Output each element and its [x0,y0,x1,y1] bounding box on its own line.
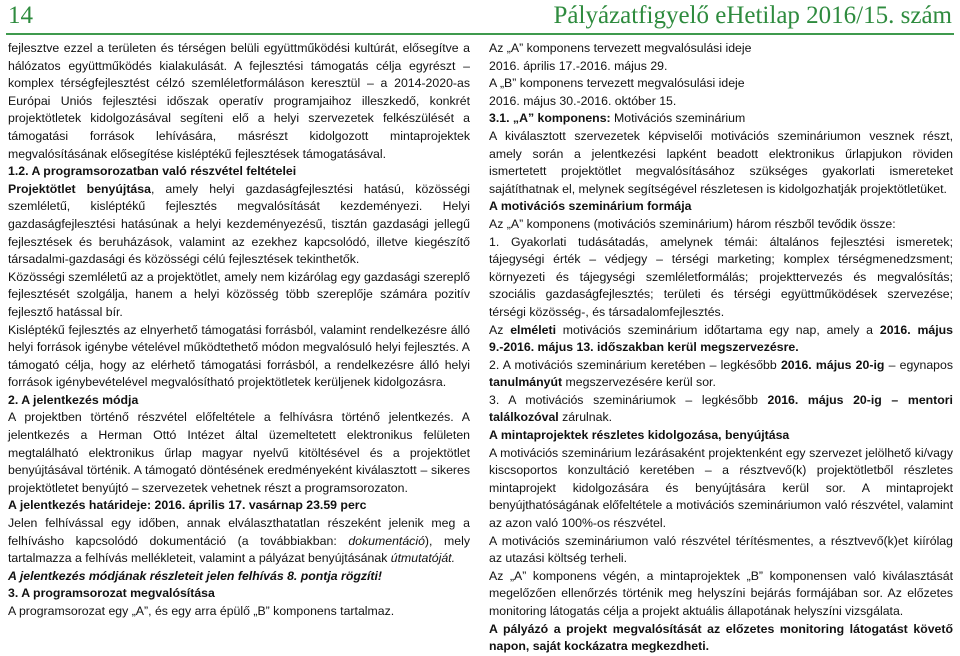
left-column [8,40,470,621]
page-number: 14 [8,2,33,29]
schedule-line: 2016. május 30.-2016. október 15. [489,93,677,108]
page-header [0,0,960,33]
journal-title: Pályázatfigyelő eHetilap 2016/15. szám [553,2,952,29]
paragraph: 2. A motivációs szeminárium keretében – legkésőbb 2016. május 20-ig – egynapos tanulmányút megszervezésére kerül sor. [489,357,953,390]
header-divider [6,33,954,35]
schedule-line: Az „A” komponens tervezett megvalósulási ideje [489,41,752,55]
paragraph: 3. A motivációs szemináriumok – legkésőbb 2016. május 20-ig – mentori találkozóval zárulnak. [489,392,953,425]
paragraph: A pályázó a projekt megvalósítását az előzetes monitoring látogatást követő napon, saját kockázatra megkezdheti. [489,621,953,654]
section-heading: 2. A jelentkezés módja [8,392,139,407]
note-text: A jelentkezés módjának részleteit jelen felhívás 8. pontja rögzíti! [8,568,383,583]
paragraph: Projektötlet benyújtása, amely helyi gazdaságfejlesztési hatású, közösségi szemléletű, kisléptékű fejlesztés megvalósítását kezdeményezi. Helyi gazdaságfejlesztési hatásúnak a helyi kezdeményezésű, tisztán gazdasági jellegű fejlesztések és beruházások, valamint az ezekhez kapcsolódó, illetve kiegészítő társadalmi-gazdasági és közösségi célú fejlesztések tekinthetők. [8,181,470,267]
paragraph: fejlesztve ezzel a területen és térségen belüli együttműködési kultúrát, elősegítve a hálózatos együttműködés kialakulását. A fejlesztési támogatás célja egyrészt – komplex térségfejlesztést célzó szemléletformáláson keresztül – a 2014-2020-as Európai Uniós fejlesztési időszak operatív programjaihoz illeszkedő, konkrét projektötletek kidolgozásával segíteni elő a helyi szervezetek felkészülését a támogatási források lehívására, másrészt kidolgozott mintaprojektek megvalósításának elősegítése kisléptékű fejlesztések támogatásával. [8,41,470,161]
paragraph: A motivációs szemináriumon való részvétel térítésmentes, a résztvevő(k)et kiírólag az utazási költség terheli. [489,533,953,566]
paragraph: A projektben történő részvétel előfeltétele a felhívásra történő jelentkezés. A jelentkezés a Herman Ottó Intézet által üzemeltetett elektronikus felületen megtalálható elektronikus űrlap magyar nyelvű kitöltésével és a projektötlet benyújtásával történik. A támogató döntésének eredményeként kiválasztott – sikeres projektötletet benyújtó – szervezetek vehetnek részt a programsorozaton. [8,410,470,495]
section-heading: A motivációs szeminárium formája [489,199,692,214]
schedule-line: 2016. április 17.-2016. május 29. [489,58,668,73]
paragraph: A kiválasztott szervezetek képviselői motivációs szemináriumon vesznek részt, amely során a jelentkezési lapként beadott elektronikus űrlapjukon röviden ismertetett projektötlet megvalósításához szükséges gyakorlati ismereteket sajátíthatnak el, melynek segítségével részletesen is kidolgozhatják projektötletüket. [489,128,953,196]
schedule-line: A „B” komponens tervezett megvalósulási ideje [489,76,745,91]
section-heading: 3. A programsorozat megvalósítása [8,586,215,601]
paragraph: Jelen felhívással egy időben, annak elválaszthatatlan részeként jelenik meg a felhívásho kapcsolódó dokumentáció (a továbbiakban: dokumentáció), mely tartalmazza a felhívás mellékleteit, valamint a pályázat benyújtásának útmutatóját. [8,516,470,566]
paragraph: Az elméleti motivációs szeminárium időtartama egy nap, amely a 2016. május 9.-2016. május 13. időszakban kerül megszervezésre. [489,322,953,355]
paragraph: Az „A” komponens (motivációs szeminárium) három részből tevődik össze: [489,216,896,231]
right-column [489,40,953,656]
deadline-text: A jelentkezés határideje: 2016. április 17. vasárnap 23.59 perc [8,498,367,513]
paragraph: Az „A” komponens végén, a mintaprojektek „B” komponensen való kiválasztását megelőzően ellenőrzés történik meg helyszíni bejárás formájában sor. Az előzetes monitoring látogatás célja a projekt aktuális állapotának helyszíni vizsgálata. [489,568,953,618]
section-heading: 3.1. „A” komponens: Motivációs szeminárium [489,111,746,126]
section-heading: A mintaprojektek részletes kidolgozása, benyújtása [489,428,790,443]
section-heading: 1.2. A programsorozatban való részvétel feltételei [8,164,297,179]
paragraph: A programsorozat egy „A”, és egy arra épülő „B” komponens tartalmaz. [8,604,395,618]
paragraph: A motivációs szeminárium lezárásaként projektenként egy szervezet jelölhető ki/vagy kiscsoportos konzultáció keretében – a résztvevő(k) projektötletből részletes mintaprojekt kidolgozására és benyújtására kerül sor. A mintaprojekt benyújthatóságának előfeltétele a motivációs szemináriumon való részvétel, valamint az azon való 100%-os részvétel. [489,445,953,531]
paragraph: 1. Gyakorlati tudásátadás, amelynek témái: általános fejlesztési ismeretek; tájegységi érték – védjegy – térségi marketing; komplex térségmenedzsment; környezeti és tájegységi szemléletformálás; projekttervezés és megvalósítás; szociális gazdaságfejlesztés; területi és térségi együttműködések szervezése; térségi közösség-, és társadalomfejlesztés. [489,234,953,319]
paragraph: Közösségi szemléletű az a projektötlet, amely nem kizárólag egy gazdasági szereplő fejlesztését szolgálja, hanem a helyi közösség több szereplője számára pozitív fejlesztő hatással bír. [8,269,470,319]
paragraph: Kisléptékű fejlesztés az elnyerhető támogatási forrásból, valamint rendelkezésre álló helyi források igénybe vételével működtethető módon megvalósuló helyi fejlesztés. A támogató célja, hogy az elérhető támogatási forrásból, a rendelkezésre álló helyi források igénybevételével megvalósítható projektötletek kerüljenek kidolgozásra. [8,322,470,390]
